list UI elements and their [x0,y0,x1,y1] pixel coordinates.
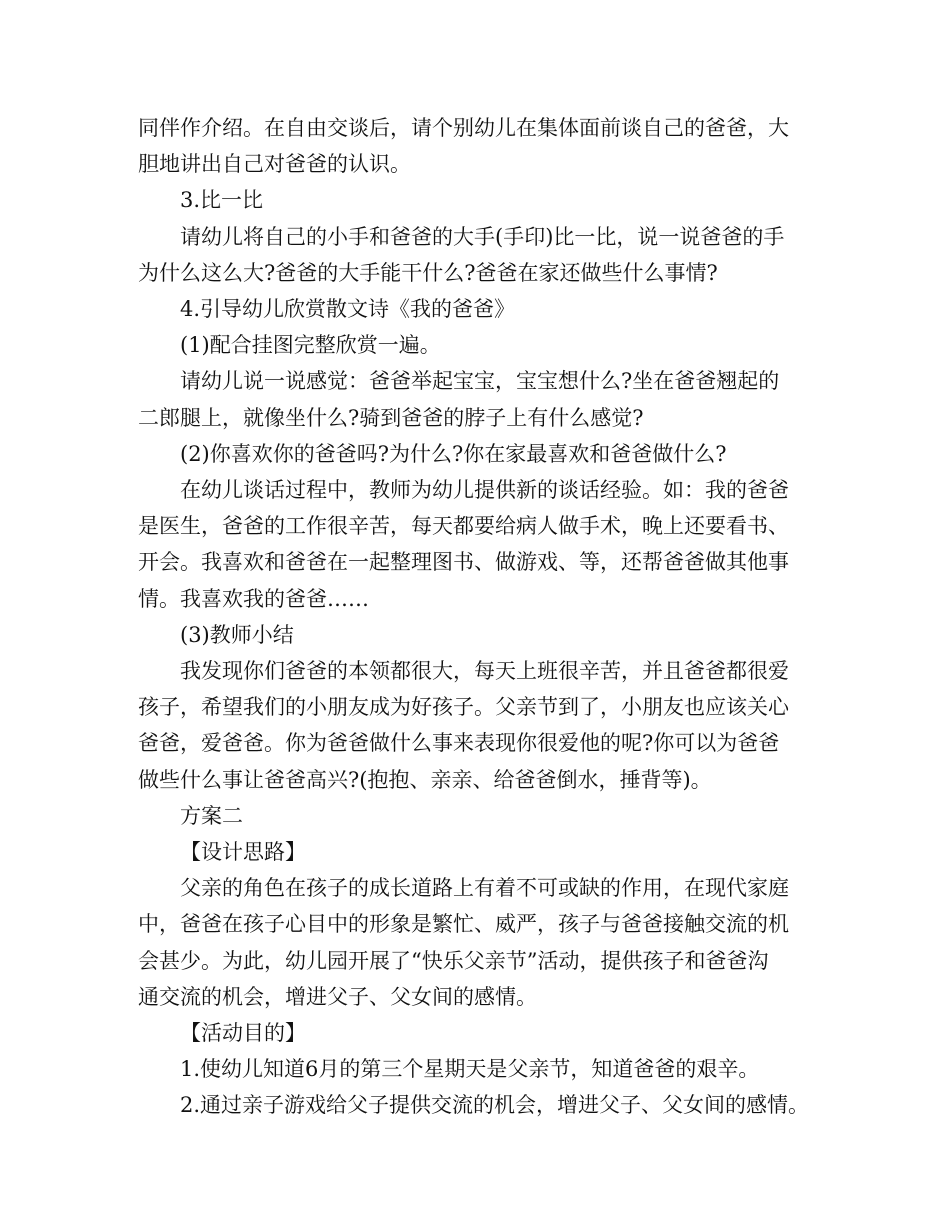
paragraph-line: 胆地讲出自己对爸爸的认识。 [138,152,411,177]
paragraph-line: 孩子，希望我们的小朋友成为好孩子。父亲节到了，小朋友也应该关心 [138,695,789,720]
paragraph-line: 方案二 [180,803,243,828]
paragraph-line: 请幼儿说一说感觉：爸爸举起宝宝，宝宝想什么?坐在爸爸翘起的 [180,369,780,394]
paragraph-line: 为什么这么大?爸爸的大手能干什么?爸爸在家还做些什么事情? [138,260,718,285]
paragraph-line: 4.引导幼儿欣赏散文诗《我的爸爸》 [180,297,516,322]
paragraph-line: 在幼儿谈话过程中，教师为幼儿提供新的谈话经验。如：我的爸爸 [180,478,789,503]
document-body [138,110,828,1124]
paragraph-line: 2.通过亲子游戏给父子提供交流的机会，增进父子、父女间的感情。 [180,1093,810,1118]
paragraph-line: 中，爸爸在孩子心目中的形象是繁忙、威严，孩子与爸爸接触交流的机 [138,912,789,937]
paragraph-line: 情。我喜欢我的爸爸…… [138,586,369,611]
paragraph-line: 通交流的机会，增进父子、父女间的感情。 [138,984,537,1009]
paragraph-line: 【设计思路】 [180,840,306,865]
paragraph-line: 开会。我喜欢和爸爸在一起整理图书、做游戏、等，还帮爸爸做其他事 [138,550,789,575]
paragraph-line: (1)配合挂图完整欣赏一遍。 [180,333,441,358]
paragraph-line: (2)你喜欢你的爸爸吗?为什么?你在家最喜欢和爸爸做什么? [180,441,727,466]
paragraph-line: 3.比一比 [180,188,264,213]
paragraph-line: 爸爸，爱爸爸。你为爸爸做什么事来表现你很爱他的呢?你可以为爸爸 [138,731,780,756]
paragraph-line: 父亲的角色在孩子的成长道路上有着不可或缺的作用，在现代家庭 [180,876,789,901]
paragraph-line: 请幼儿将自己的小手和爸爸的大手(手印)比一比，说一说爸爸的手 [180,224,785,249]
paragraph-line: 是医生，爸爸的工作很辛苦，每天都要给病人做手术，晚上还要看书、 [138,514,789,539]
paragraph-line: 1.使幼儿知道6月的第三个星期天是父亲节，知道爸爸的艰辛。 [180,1057,760,1082]
paragraph-line: 同伴作介绍。在自由交谈后，请个别幼儿在集体面前谈自己的爸爸，大 [138,116,789,140]
paragraph-line: (3)教师小结 [180,622,294,647]
paragraph-line: 会甚少。为此，幼儿园开展了“快乐父亲节”活动，提供孩子和爸爸沟 [138,948,769,973]
paragraph-line: 二郎腿上，就像坐什么?骑到爸爸的脖子上有什么感觉? [138,405,644,430]
paragraph-line: 我发现你们爸爸的本领都很大，每天上班很辛苦，并且爸爸都很爱 [180,659,789,684]
paragraph-line: 做些什么事让爸爸高兴?(抱抱、亲亲、给爸爸倒水，捶背等)。 [138,767,712,792]
paragraph-line: 【活动目的】 [180,1021,306,1046]
